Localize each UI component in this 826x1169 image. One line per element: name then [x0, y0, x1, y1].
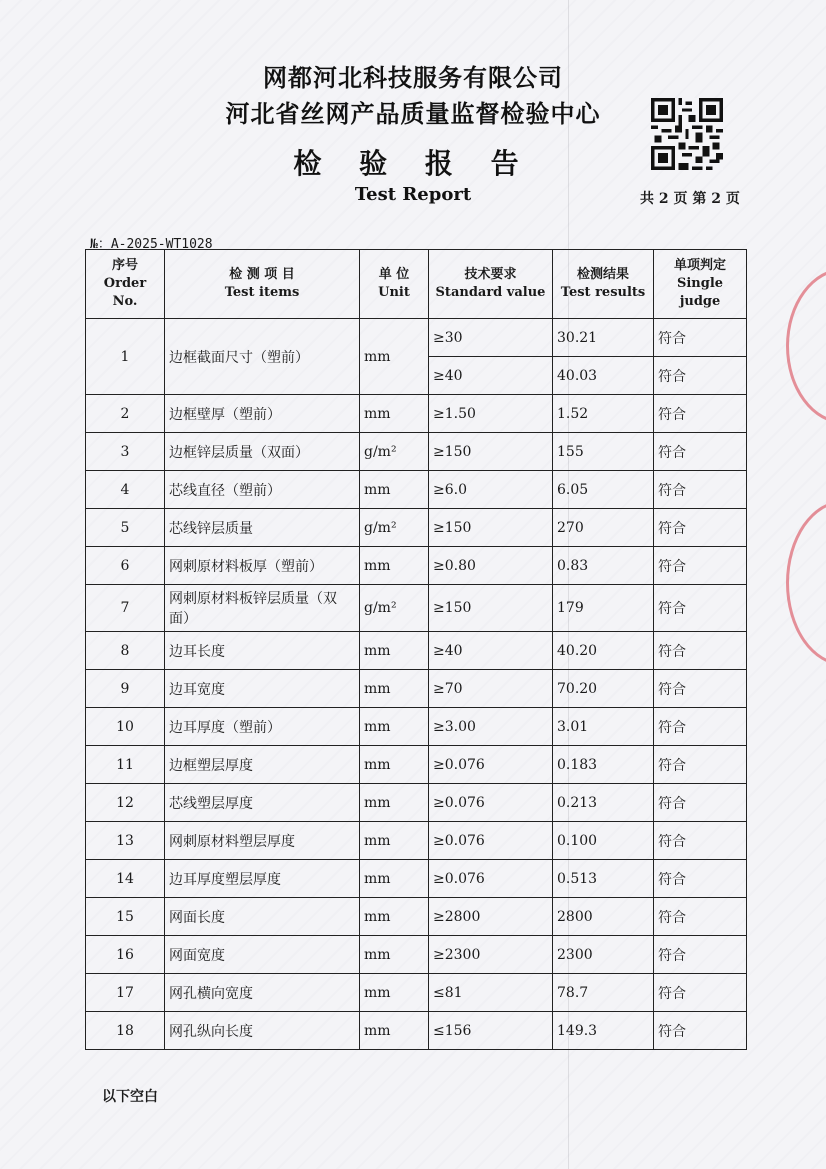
table-body	[86, 395, 747, 1050]
table-row	[86, 433, 747, 471]
cell-order-no: 2	[86, 395, 165, 433]
cell-test-result: 0.83	[553, 547, 654, 585]
blank-below-note: 以下空白	[102, 1089, 158, 1105]
cell-judge: 符合	[654, 822, 747, 860]
cell-unit: mm	[360, 860, 429, 898]
table-row	[86, 746, 747, 784]
table-row	[86, 784, 747, 822]
cell-test-item: 芯线锌层质量	[165, 509, 360, 547]
cell-order-no: 10	[86, 708, 165, 746]
cell-unit: mm	[360, 746, 429, 784]
cell-order-no: 12	[86, 784, 165, 822]
cell-standard-value: ≥150	[429, 433, 553, 471]
header-unit: 单 位 Unit	[360, 250, 429, 319]
cell-order-no: 5	[86, 509, 165, 547]
cell-standard-value: ≥150	[429, 585, 553, 632]
cell-standard-value: ≥1.50	[429, 395, 553, 433]
cell-test-result: 0.213	[553, 784, 654, 822]
cell-judge: 符合	[654, 1012, 747, 1050]
cell-order-no: 15	[86, 898, 165, 936]
cell-standard-value: ≥0.076	[429, 860, 553, 898]
cell-order-no: 14	[86, 860, 165, 898]
cell-judge: 符合	[654, 708, 747, 746]
cell-test-item: 边框截面尺寸（塑前）	[165, 319, 360, 395]
cell-test-result: 40.03	[553, 357, 654, 395]
cell-test-result: 30.21	[553, 319, 654, 357]
cell-test-item: 边耳厚度（塑前）	[165, 708, 360, 746]
cell-standard-value: ≥150	[429, 509, 553, 547]
cell-unit: mm	[360, 898, 429, 936]
cell-test-item: 边耳厚度塑层厚度	[165, 860, 360, 898]
cell-order-no: 11	[86, 746, 165, 784]
cell-judge: 符合	[654, 585, 747, 632]
cell-judge: 符合	[654, 974, 747, 1012]
report-title-en: Test Report	[354, 184, 472, 205]
cell-test-result: 149.3	[553, 1012, 654, 1050]
cell-standard-value: ≥0.076	[429, 746, 553, 784]
cell-judge: 符合	[654, 471, 747, 509]
cell-standard-value: ≥0.076	[429, 784, 553, 822]
cell-order-no: 8	[86, 632, 165, 670]
cell-test-item: 网刺原材料板厚（塑前）	[165, 547, 360, 585]
table-row	[86, 471, 747, 509]
cell-order-no: 18	[86, 1012, 165, 1050]
cell-judge: 符合	[654, 357, 747, 395]
cell-order-no: 13	[86, 822, 165, 860]
cell-standard-value: ≥2300	[429, 936, 553, 974]
cell-standard-value: ≥0.80	[429, 547, 553, 585]
cell-test-result: 2300	[553, 936, 654, 974]
table-row	[86, 936, 747, 974]
cell-unit: g/m²	[360, 509, 429, 547]
cell-test-result: 0.100	[553, 822, 654, 860]
cell-order-no: 4	[86, 471, 165, 509]
cell-standard-value: ≤156	[429, 1012, 553, 1050]
cell-standard-value: ≥6.0	[429, 471, 553, 509]
company-name: 网都河北科技服务有限公司	[263, 63, 563, 92]
cell-order-no: 16	[86, 936, 165, 974]
table-row	[86, 670, 747, 708]
table-row	[86, 319, 747, 357]
cell-test-item: 边框壁厚（塑前）	[165, 395, 360, 433]
cell-test-result: 0.513	[553, 860, 654, 898]
cell-test-result: 6.05	[553, 471, 654, 509]
official-seal	[786, 500, 826, 666]
table-row	[86, 974, 747, 1012]
center-name: 河北省丝网产品质量监督检验中心	[225, 99, 601, 128]
header-standard-value: 技术要求 Standard value	[429, 250, 553, 319]
cell-unit: mm	[360, 670, 429, 708]
header-test-results: 检测结果 Test results	[553, 250, 654, 319]
cell-standard-value: ≥30	[429, 319, 553, 357]
table-row	[86, 509, 747, 547]
cell-order-no: 7	[86, 585, 165, 632]
cell-standard-value: ≥2800	[429, 898, 553, 936]
cell-test-result: 78.7	[553, 974, 654, 1012]
official-seal	[786, 268, 826, 424]
cell-unit: g/m²	[360, 585, 429, 632]
cell-test-item: 网孔纵向长度	[165, 1012, 360, 1050]
cell-standard-value: ≥3.00	[429, 708, 553, 746]
cell-standard-value: ≤81	[429, 974, 553, 1012]
cell-judge: 符合	[654, 860, 747, 898]
cell-judge: 符合	[654, 670, 747, 708]
cell-standard-value: ≥0.076	[429, 822, 553, 860]
cell-unit: mm	[360, 822, 429, 860]
cell-unit: mm	[360, 471, 429, 509]
cell-test-item: 网面长度	[165, 898, 360, 936]
cell-judge: 符合	[654, 509, 747, 547]
cell-test-result: 40.20	[553, 632, 654, 670]
cell-judge: 符合	[654, 395, 747, 433]
report-number: №：A-2025-WT1028	[90, 237, 213, 252]
header-single-judge: 单项判定 Single judge	[654, 250, 747, 319]
cell-judge: 符合	[654, 319, 747, 357]
cell-unit: mm	[360, 784, 429, 822]
cell-order-no: 1	[86, 319, 165, 395]
cell-test-item: 网面宽度	[165, 936, 360, 974]
cell-test-result: 3.01	[553, 708, 654, 746]
cell-judge: 符合	[654, 784, 747, 822]
cell-unit: mm	[360, 319, 429, 395]
cell-unit: mm	[360, 708, 429, 746]
cell-test-result: 155	[553, 433, 654, 471]
table-row	[86, 822, 747, 860]
cell-test-result: 1.52	[553, 395, 654, 433]
table-header-row	[86, 250, 747, 319]
cell-unit: mm	[360, 632, 429, 670]
cell-test-result: 2800	[553, 898, 654, 936]
cell-test-item: 边耳长度	[165, 632, 360, 670]
cell-standard-value: ≥70	[429, 670, 553, 708]
cell-unit: mm	[360, 974, 429, 1012]
cell-judge: 符合	[654, 746, 747, 784]
cell-test-item: 网刺原材料板锌层质量（双面）	[165, 585, 360, 632]
table-row	[86, 585, 747, 632]
cell-test-result: 179	[553, 585, 654, 632]
cell-test-item: 边耳宽度	[165, 670, 360, 708]
cell-unit: mm	[360, 395, 429, 433]
table-row	[86, 1012, 747, 1050]
report-title-cn: 检 验 报 告	[293, 147, 533, 180]
cell-unit: mm	[360, 936, 429, 974]
cell-test-item: 边框塑层厚度	[165, 746, 360, 784]
cell-standard-value: ≥40	[429, 357, 553, 395]
cell-test-item: 芯线直径（塑前）	[165, 471, 360, 509]
cell-test-result: 270	[553, 509, 654, 547]
cell-test-result: 70.20	[553, 670, 654, 708]
table-row	[86, 632, 747, 670]
table-row	[86, 395, 747, 433]
table-row	[86, 860, 747, 898]
cell-test-item: 边框锌层质量（双面）	[165, 433, 360, 471]
results-table	[85, 249, 747, 1050]
cell-judge: 符合	[654, 936, 747, 974]
cell-order-no: 3	[86, 433, 165, 471]
cell-unit: mm	[360, 547, 429, 585]
cell-standard-value: ≥40	[429, 632, 553, 670]
cell-test-item: 网孔横向宽度	[165, 974, 360, 1012]
cell-judge: 符合	[654, 898, 747, 936]
cell-order-no: 9	[86, 670, 165, 708]
cell-order-no: 17	[86, 974, 165, 1012]
cell-unit: mm	[360, 1012, 429, 1050]
cell-order-no: 6	[86, 547, 165, 585]
header-order-no: 序号 Order No.	[86, 250, 165, 319]
page-count: 共 2 页 第 2 页	[640, 191, 740, 207]
cell-judge: 符合	[654, 433, 747, 471]
header-test-items: 检 测 项 目 Test items	[165, 250, 360, 319]
table-row	[86, 708, 747, 746]
cell-unit: g/m²	[360, 433, 429, 471]
table-row	[86, 547, 747, 585]
cell-judge: 符合	[654, 547, 747, 585]
cell-test-item: 网刺原材料塑层厚度	[165, 822, 360, 860]
table-row	[86, 898, 747, 936]
cell-judge: 符合	[654, 632, 747, 670]
qr-code-icon	[651, 98, 723, 170]
cell-test-item: 芯线塑层厚度	[165, 784, 360, 822]
cell-test-result: 0.183	[553, 746, 654, 784]
